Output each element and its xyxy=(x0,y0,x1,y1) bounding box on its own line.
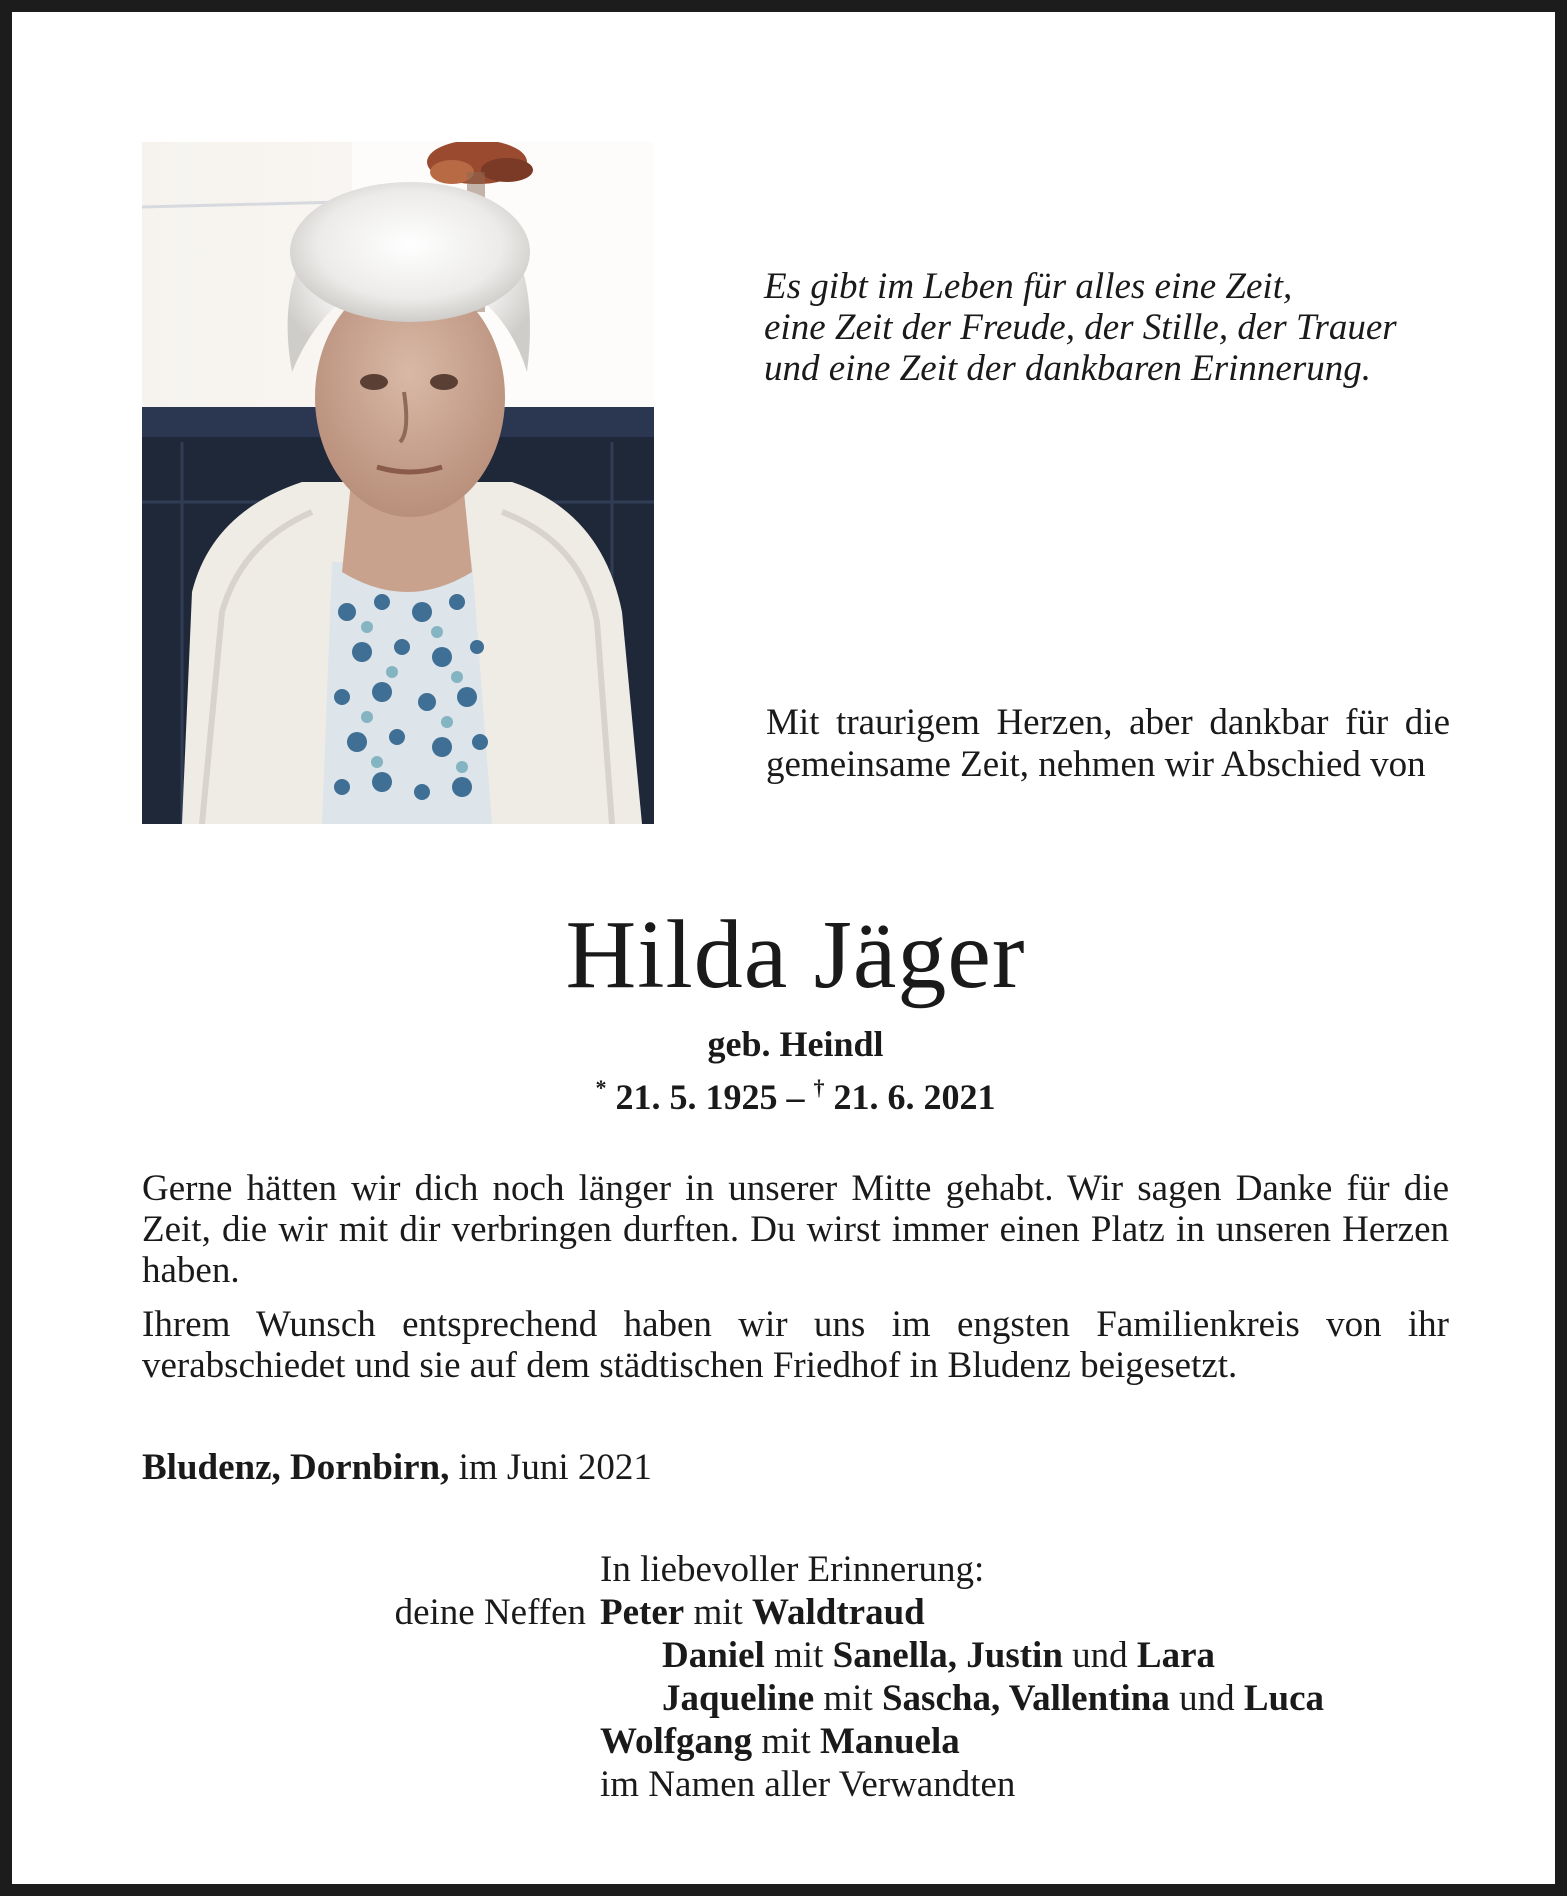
mourner-connector: mit xyxy=(764,1635,833,1676)
mourner-name: Daniel xyxy=(662,1635,765,1676)
quote-line: und eine Zeit der dankbaren Erinnerung. xyxy=(764,348,1371,389)
portrait-illustration xyxy=(142,142,654,824)
mourners-closing: im Namen aller Verwandten xyxy=(600,1764,1016,1805)
death-date: 21. 6. 2021 xyxy=(833,1077,996,1117)
mourner-line xyxy=(662,1677,1324,1720)
mourner-connector: mit xyxy=(814,1678,882,1719)
portrait-photo xyxy=(142,142,654,824)
mourner-name: Jaqueline xyxy=(662,1678,815,1719)
place-and-date xyxy=(142,1446,652,1490)
memorial-quote xyxy=(764,266,1484,389)
quote-line: Es gibt im Leben für alles eine Zeit, xyxy=(764,266,1293,307)
birth-symbol: * xyxy=(595,1075,607,1100)
mourner-child: Lara xyxy=(1136,1635,1216,1676)
mourner-partner: Waldtraud xyxy=(752,1592,925,1633)
mourner-connector: und xyxy=(1169,1678,1244,1719)
mourner-line xyxy=(662,1634,1215,1677)
mourner-connector: mit xyxy=(684,1592,753,1633)
death-symbol: † xyxy=(813,1075,825,1100)
mourner-name: Peter xyxy=(600,1592,685,1633)
intro-text: Mit traurigem Herzen, aber dankbar für die gemeinsame Zeit, nehmen wir Abschied von xyxy=(766,702,1450,785)
mourner-connector: mit xyxy=(752,1721,820,1762)
birth-name: geb. Heindl xyxy=(707,1024,884,1064)
mourner-line xyxy=(600,1720,960,1763)
mourner-connector: und xyxy=(1062,1635,1137,1676)
paragraph-gratitude: Gerne hätten wir dich noch länger in unserer Mitte gehabt. Wir sagen Danke für die Zeit, die wir mit dir verbringen durften. Du wirst immer einen Platz in unseren Herzen haben. xyxy=(142,1168,1449,1291)
mourner-partner: Sascha, Vallentina xyxy=(881,1678,1170,1719)
date-separator: – xyxy=(786,1077,814,1117)
mourner-line xyxy=(600,1591,925,1634)
mourner-partner: Manuela xyxy=(819,1721,960,1762)
life-dates xyxy=(12,1066,1567,1119)
paragraph-burial: Ihrem Wunsch entsprechend haben wir uns im engsten Familienkreis von ihr verabschiedet und sie auf dem städtischen Friedhof in Bludenz beigesetzt. xyxy=(142,1304,1449,1386)
mourners-heading: In liebevoller Erinnerung: xyxy=(600,1549,985,1590)
deceased-name: Hilda Jäger xyxy=(565,901,1026,1009)
place-cities: Bludenz, Dornbirn, xyxy=(142,1447,450,1488)
mourner-name: Wolfgang xyxy=(600,1721,753,1762)
birth-date: 21. 5. 1925 xyxy=(615,1077,778,1117)
mourner-partner: Sanella, Justin xyxy=(832,1635,1063,1676)
quote-line: eine Zeit der Freude, der Stille, der Trauer xyxy=(764,307,1397,348)
place-date: im Juni 2021 xyxy=(449,1447,652,1488)
mourner-child: Luca xyxy=(1243,1678,1325,1719)
mourners-label: deine Neffen xyxy=(394,1592,586,1633)
